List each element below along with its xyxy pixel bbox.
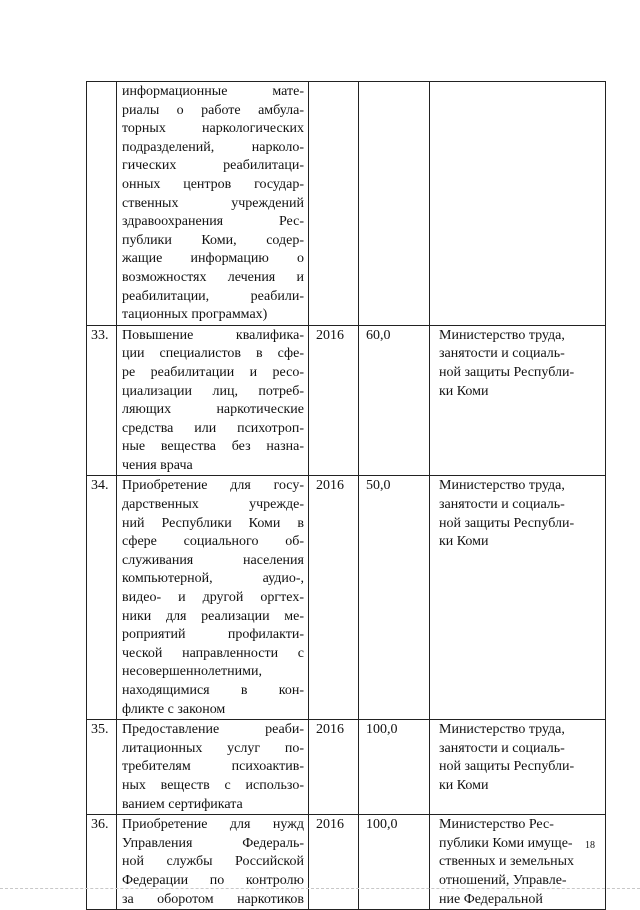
description-line: ных веществ с использо- xyxy=(122,777,304,793)
measure-description xyxy=(117,815,309,910)
description-line: жащие информацию о xyxy=(122,251,304,267)
description-line: гических реабилитаци- xyxy=(122,158,304,174)
description-line: ний Республики Коми в xyxy=(122,515,304,531)
responsible-line: Министерство Рес- xyxy=(439,817,554,833)
responsible-line: ки Коми xyxy=(439,777,489,793)
description-line: видео- и другой оргтех- xyxy=(122,590,304,606)
responsible-line: ки Коми xyxy=(439,534,489,550)
description-line: Предоставление реаби- xyxy=(122,722,304,738)
responsible-line: занятости и социаль- xyxy=(439,497,565,513)
responsible-cell xyxy=(430,476,606,720)
description-line: ванием сертификата xyxy=(122,796,243,812)
scan-edge-line xyxy=(0,888,640,889)
description-line: ной службы Российской xyxy=(122,854,304,870)
description-line: несовершеннолетними, xyxy=(122,664,262,680)
responsible-line: ной защиты Республи- xyxy=(439,364,575,380)
description-line: находящимися в кон- xyxy=(122,683,304,698)
description-line: дарственных учрежде- xyxy=(122,497,304,513)
table-row xyxy=(87,325,606,476)
amount-cell: 100,0 xyxy=(359,815,430,910)
description-line: Управления Федераль- xyxy=(122,835,304,851)
row-number: 33. xyxy=(87,325,117,476)
description-line: служивания населения xyxy=(122,552,304,568)
description-line: здравоохранения Рес- xyxy=(122,214,304,230)
responsible-line: ной защиты Республи- xyxy=(439,515,575,531)
description-line: ные вещества без назна- xyxy=(122,439,304,455)
row-number: 36. xyxy=(87,815,117,910)
description-line: информационные мате- xyxy=(122,84,304,99)
description-line: онных центров государ- xyxy=(122,176,304,192)
table-row xyxy=(87,82,606,326)
description-line: циализации лиц, потреб- xyxy=(122,383,304,399)
table-row xyxy=(87,815,606,910)
description-line: ции специалистов в сфе- xyxy=(122,346,304,362)
measure-description xyxy=(117,720,309,815)
description-line: фликте с законом xyxy=(122,701,226,717)
description-line: сфере социального об- xyxy=(122,534,304,550)
responsible-line: ние Федеральной xyxy=(439,891,543,907)
description-line: Приобретение для госу- xyxy=(122,478,304,494)
description-line: подразделений, нарколо- xyxy=(122,139,304,155)
description-line: тационных программах) xyxy=(122,307,268,323)
responsible-line: занятости и социаль- xyxy=(439,346,565,362)
description-line: за оборотом наркотиков xyxy=(122,891,304,907)
description-line: торных наркологических xyxy=(122,121,304,137)
year-cell: 2016 xyxy=(309,720,359,815)
measure-description xyxy=(117,476,309,720)
description-line: реабилитации, реабили- xyxy=(122,288,304,304)
amount-cell: 100,0 xyxy=(359,720,430,815)
description-line: роприятий профилакти- xyxy=(122,627,304,643)
description-line: ляющих наркотические xyxy=(122,402,304,418)
responsible-line: ственных и земельных xyxy=(439,854,575,870)
responsible-line: Министерство труда, xyxy=(439,478,565,494)
table-row xyxy=(87,476,606,720)
measure-description xyxy=(117,325,309,476)
description-line: ственных учреждений xyxy=(122,195,304,211)
year-cell: 2016 xyxy=(309,325,359,476)
description-line: средства или психотроп- xyxy=(122,420,304,436)
description-line: Федерации по контролю xyxy=(122,872,304,888)
responsible-cell xyxy=(430,325,606,476)
description-line: риалы о работе амбула- xyxy=(122,102,304,118)
description-line: ники для реализации ме- xyxy=(122,608,304,624)
table-row xyxy=(87,720,606,815)
responsible-cell xyxy=(430,720,606,815)
description-line: требителям психоактив- xyxy=(122,759,304,775)
description-line: ческой направленности с xyxy=(122,645,304,661)
year-cell xyxy=(309,82,359,326)
amount-cell: 60,0 xyxy=(359,325,430,476)
description-line: Приобретение для нужд xyxy=(122,817,304,833)
year-cell: 2016 xyxy=(309,815,359,910)
row-number: 34. xyxy=(87,476,117,720)
responsible-line: публики Коми имуще- xyxy=(439,835,573,851)
responsible-line: ной защиты Республи- xyxy=(439,759,575,775)
measures-table xyxy=(86,81,606,910)
row-number xyxy=(87,82,117,326)
responsible-cell xyxy=(430,82,606,326)
description-line: публики Коми, содер- xyxy=(122,232,304,248)
description-line: Повышение квалифика- xyxy=(122,327,304,343)
amount-cell: 50,0 xyxy=(359,476,430,720)
year-cell: 2016 xyxy=(309,476,359,720)
description-line: компьютерной, аудио-, xyxy=(122,571,304,587)
responsible-line: Министерство труда, xyxy=(439,722,565,738)
description-line: чения врача xyxy=(122,457,193,473)
row-number: 35. xyxy=(87,720,117,815)
description-line: литационных услуг по- xyxy=(122,740,304,756)
responsible-line: отношений, Управле- xyxy=(439,872,567,888)
responsible-cell xyxy=(430,815,606,910)
responsible-line: Министерство труда, xyxy=(439,327,565,343)
measure-description xyxy=(117,82,309,326)
page-number: 18 xyxy=(585,840,595,851)
responsible-line: ки Коми xyxy=(439,383,489,399)
responsible-line: занятости и социаль- xyxy=(439,740,565,756)
amount-cell xyxy=(359,82,430,326)
description-line: ре реабилитации и ресо- xyxy=(122,364,304,380)
description-line: возможностях лечения и xyxy=(122,269,304,285)
